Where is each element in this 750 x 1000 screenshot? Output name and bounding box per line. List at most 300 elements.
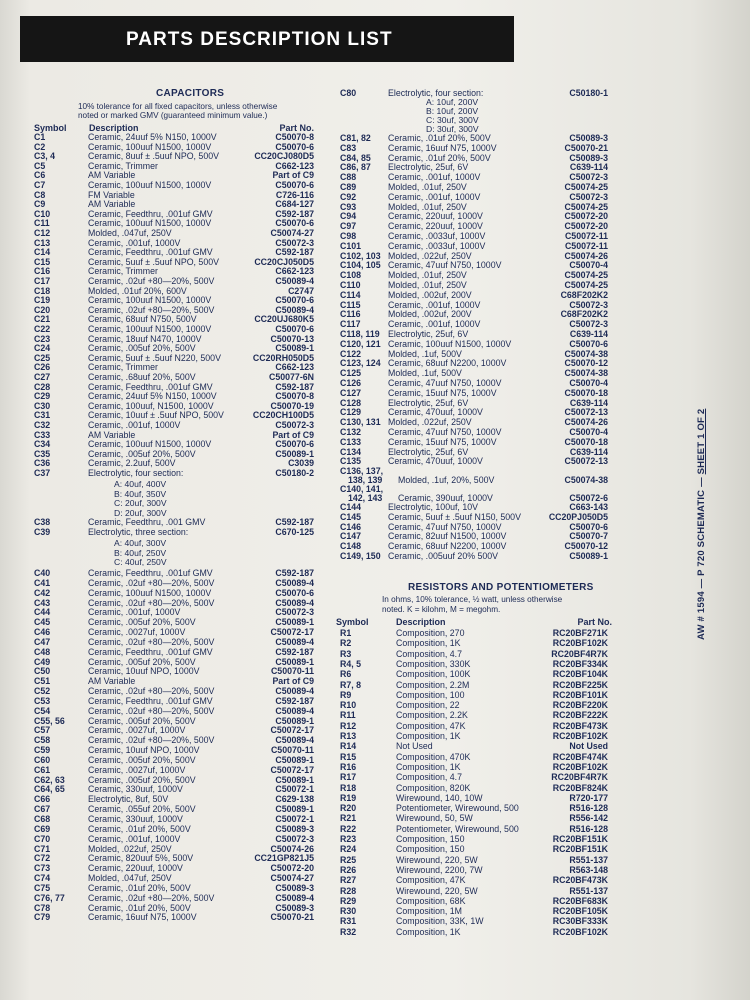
resistor-row (340, 927, 608, 938)
description: Ceramic, 220uuf, 1000V (388, 221, 483, 232)
description: Composition, 2.2M (396, 679, 470, 690)
description: Ceramic, 330uuf, 1000V (88, 784, 183, 795)
description: Ceramic, 82uuf N1500, 1000V (388, 531, 507, 542)
description: Ceramic, Feedthru, .001uf GMV (88, 646, 213, 657)
symbol: C14 (34, 247, 51, 258)
description: Ceramic, 100uuf N1500, 1000V (88, 324, 212, 334)
description: Ceramic, .005uf 20%, 500V (88, 774, 196, 785)
description: Composition, 1M (396, 906, 463, 917)
symbol: C132 (340, 427, 362, 437)
symbol: C117 (340, 319, 361, 330)
part-number: C68F202K2 (560, 309, 608, 320)
description: Ceramic, 100uuf N1500, 1000V (88, 295, 212, 306)
symbol: C98 (340, 231, 357, 241)
description: Electrolytic, 25uf, 6V (388, 329, 469, 339)
part-number: C50074-26 (564, 250, 608, 261)
symbol: C38 (34, 517, 51, 527)
description: Electrolytic, 25uf, 6V (388, 446, 469, 457)
symbol: C18 (34, 285, 51, 296)
symbol: C57 (34, 725, 51, 736)
symbol: C62, 63 (34, 774, 65, 785)
part-number: RC20BF271K (552, 628, 608, 638)
part-number: C50072-3 (569, 191, 608, 202)
symbol: C118, 119 (340, 329, 380, 339)
description: Ceramic, .001uf, 1000V (88, 237, 181, 248)
part-number: C50070-4 (569, 378, 608, 388)
description: Molded, .047uf, 250V (88, 228, 172, 238)
part-number: C50070-11 (270, 745, 314, 756)
symbol: R23 (340, 834, 357, 844)
part-number: C592-187 (275, 381, 314, 392)
part-number: RC20BF222K (552, 710, 608, 721)
symbol: C34 (34, 439, 51, 450)
description: Composition, 470K (396, 751, 471, 762)
symbol: C72 (34, 853, 51, 864)
symbol: C12 (34, 228, 51, 238)
symbol: C42 (34, 587, 51, 598)
part-number: C50089-3 (275, 902, 314, 913)
symbol: C122 (340, 348, 362, 359)
part-number: C629-138 (275, 794, 314, 805)
electrolytic-section: B: 40uf, 250V (114, 547, 167, 558)
resistors-column-header-symbol: Symbol (336, 617, 369, 627)
part-number: C50089-4 (275, 686, 314, 697)
description: Ceramic, 5uuf ± .5uuf N220, 500V (88, 352, 221, 363)
part-number: C50074-38 (564, 368, 608, 379)
part-number: RC20BF683K (552, 895, 608, 906)
description: AM Variable (88, 676, 136, 687)
symbol: C71 (34, 843, 51, 854)
symbol: R31 (340, 916, 357, 927)
description: Composition, 1K (396, 761, 461, 772)
part-number: C663-143 (569, 502, 608, 512)
symbol: C73 (34, 863, 51, 874)
description: Ceramic, 100uuf N1500, 1000V (88, 180, 212, 190)
part-number: C50070-21 (270, 912, 314, 923)
description: Ceramic, .005uf 20%, 500V (88, 754, 196, 765)
description: Ceramic, .02uf +80—20%, 500V (88, 577, 215, 588)
symbol: C115 (340, 299, 361, 310)
description: Ceramic, .001uf, 1000V (388, 319, 481, 330)
symbol: C32 (34, 420, 51, 430)
part-number: C50074-25 (564, 182, 608, 192)
part-number: C50089-4 (275, 597, 314, 608)
electrolytic-section: D: 20uf, 300V (114, 507, 167, 518)
part-number: C2747 (288, 285, 314, 296)
part-number: C50089-4 (275, 304, 314, 315)
part-number: C592-187 (275, 247, 314, 258)
description: Molded, .01uf 20%, 600V (88, 285, 187, 296)
description: Ceramic, 8uuf ± .5uuf NPO, 500V (88, 151, 219, 162)
description: Ceramic, 470uuf, 1000V (388, 456, 483, 467)
symbol: R1 (340, 628, 352, 638)
description: Ceramic, 47uuf N750, 1000V (388, 521, 502, 532)
capacitor-list-left (34, 88, 314, 968)
description: Composition, 1K (396, 638, 461, 649)
symbol: C58 (34, 735, 51, 746)
sheet-label-text: AW # 1594 — P 720 SCHEMATIC — (696, 474, 707, 640)
symbol: R22 (340, 823, 357, 834)
description: Wirewound, 220, 5W (396, 885, 478, 896)
symbol: C140, 141, (340, 484, 384, 494)
description: Ceramic, .68uuf 20%, 500V (88, 372, 196, 382)
description: Ceramic, 16uuf N75, 1000V (388, 142, 497, 153)
description: Ceramic, .01uf 20%, 500V (388, 152, 491, 163)
symbol: C23 (34, 333, 51, 344)
symbol: C144 (340, 502, 362, 512)
description: Ceramic, 470uuf, 1000V (388, 407, 483, 418)
description: Ceramic, 390uuf, 1000V (398, 493, 493, 503)
part-number: C50070-6 (275, 295, 314, 306)
part-number: C50070-6 (275, 324, 314, 334)
symbol: C147 (340, 531, 362, 542)
part-number: C50070-6 (275, 587, 314, 598)
description: Ceramic, 820uuf 5%, 500V (88, 853, 194, 864)
part-number: Part of C9 (272, 170, 314, 181)
symbol: C2 (34, 141, 46, 152)
part-number: RC20BF824K (552, 782, 608, 793)
part-number: C50070-11 (270, 666, 314, 677)
part-number: R551-137 (569, 885, 608, 896)
part-number: RC20BF220K (552, 700, 608, 711)
capacitor-row (34, 468, 314, 479)
part-number: C50089-3 (275, 882, 314, 893)
page-title: PARTS DESCRIPTION LIST (20, 16, 514, 62)
description: Ceramic, .005uf 20%, 500V (88, 617, 196, 628)
part-number: RC20BF105K (552, 906, 608, 917)
part-number: C50077-6N (269, 372, 314, 382)
description: Ceramic, .001uf, 1000V (88, 607, 181, 618)
symbol: C59 (34, 745, 51, 756)
symbol: C133 (340, 436, 362, 447)
symbol: C108 (340, 270, 362, 281)
symbol: C129 (340, 407, 362, 418)
sheet-label (696, 409, 707, 640)
symbol: C50 (34, 666, 51, 677)
part-number: C662-123 (275, 266, 314, 277)
description: Ceramic, 68uuf N2200, 1000V (388, 541, 507, 552)
description: Composition, 100K (396, 669, 471, 680)
description: Ceramic, Trimmer (88, 160, 158, 171)
description: FM Variable (88, 189, 135, 200)
part-number: C50089-1 (569, 551, 608, 561)
part-number: C50180-2 (275, 468, 314, 478)
part-number: R556-142 (569, 813, 608, 824)
part-number: RC20BF473K (552, 875, 608, 886)
part-number: CC20UJ680K5 (254, 314, 314, 325)
part-number: C50074-25 (564, 280, 608, 290)
description: Composition, 4.7 (396, 772, 463, 783)
part-number: RC20BF151K (552, 834, 608, 844)
description: Molded, .022uf, 250V (388, 417, 472, 428)
symbol: R14 (340, 741, 357, 752)
description: Ceramic, 5uuf ± .5uuf N150, 500V (388, 511, 521, 522)
description: Ceramic, Feedthru, .001uf GMV (88, 568, 213, 578)
symbol: C45 (34, 617, 51, 628)
symbol: C6 (34, 170, 46, 181)
description: Ceramic, .001uf, 1000V (388, 172, 481, 183)
part-number: C50072-17 (270, 725, 314, 736)
capacitors-note-line1: 10% tolerance for all fixed capacitors, unless otherwise (78, 102, 278, 111)
part-number: C50089-4 (275, 577, 314, 588)
electrolytic-section: D: 30uf, 300V (426, 124, 479, 135)
description: Ceramic, 15uuf N75, 1000V (388, 436, 497, 447)
part-number: C50089-4 (275, 636, 314, 647)
description: Wirewound, 2200, 7W (396, 864, 483, 875)
part-number: C592-187 (275, 568, 314, 578)
symbol: C93 (340, 201, 357, 212)
electrolytic-section: C: 40uf, 250V (114, 557, 167, 568)
part-number: C726-116 (275, 189, 314, 200)
symbol: C16 (34, 266, 51, 277)
description: Ceramic, .001uf, 1000V (88, 420, 181, 430)
description: Ceramic, .02uf +80—20%, 500V (88, 686, 215, 697)
part-number: C50070-18 (564, 436, 608, 447)
symbol: C80 (340, 88, 357, 98)
description: Ceramic, 68uuf N750, 500V (88, 314, 197, 325)
description: Composition, 22 (396, 700, 460, 711)
part-number: C50072-17 (270, 764, 314, 775)
symbol: C68 (34, 814, 51, 824)
description: Molded, .01uf, 250V (388, 280, 467, 290)
symbol: C110 (340, 280, 361, 290)
symbol: C26 (34, 362, 51, 373)
symbol: C54 (34, 705, 51, 716)
part-number: C50089-4 (275, 276, 314, 286)
part-number: CC20PJ050D5 (548, 511, 608, 522)
part-number: C50070-6 (569, 521, 608, 532)
description: Molded, .01uf, 250V (388, 270, 467, 281)
part-number: C50072-1 (275, 814, 314, 824)
capacitor-row (340, 484, 608, 503)
part-number: C50089-1 (275, 448, 314, 459)
part-number: Part of C9 (272, 429, 314, 440)
part-number: C50074-38 (564, 475, 608, 485)
capacitor-row (340, 466, 608, 485)
capacitors-note-line2: noted or marked GMV (guaranteed minimum value.) (78, 111, 268, 120)
symbol: C27 (34, 372, 51, 382)
symbol: C127 (340, 387, 362, 398)
symbol: R28 (340, 885, 357, 896)
symbol: C39 (34, 526, 51, 537)
symbol: C5 (34, 160, 46, 171)
symbol: C31 (34, 410, 51, 421)
symbol: C75 (34, 882, 51, 893)
description: Ceramic, .02uf +80—20%, 500V (88, 892, 215, 903)
part-number: C50072-3 (569, 299, 608, 310)
symbol: C86, 87 (340, 162, 371, 173)
symbol: R3 (340, 648, 352, 659)
description: Ceramic, .0033uf, 1000V (388, 240, 486, 251)
symbol: R19 (340, 792, 357, 803)
capacitor-row (34, 912, 314, 923)
part-number: C639-114 (569, 446, 608, 457)
symbol: C64, 65 (34, 784, 65, 795)
symbol: C74 (34, 873, 51, 884)
electrolytic-section: B: 10uf, 200V (426, 106, 479, 117)
symbol: C79 (34, 912, 51, 923)
symbol: C11 (34, 218, 50, 229)
symbol: C13 (34, 237, 51, 248)
part-number: C50070-19 (270, 400, 314, 411)
symbol: C41 (34, 577, 51, 588)
description: Ceramic, 15uuf N75, 1000V (388, 387, 497, 398)
description: Ceramic, 10uuf ± .5uuf NPO, 500V (88, 410, 224, 421)
description: Ceramic, 220uuf, 1000V (388, 211, 483, 222)
description: AM Variable (88, 170, 136, 181)
description: Composition, 820K (396, 782, 471, 793)
symbol: C67 (34, 804, 51, 815)
symbol: C97 (340, 221, 357, 232)
symbol: R4, 5 (340, 658, 362, 669)
resistors-column-header-description: Description (396, 617, 446, 627)
description: Ceramic, 10uuf NPO, 1000V (88, 666, 200, 677)
description: Ceramic, .01uf 20%, 500V (88, 882, 191, 893)
description: Ceramic, .005uf 20%, 500V (88, 656, 196, 667)
capacitors-heading: CAPACITORS (156, 88, 225, 99)
symbol: C3, 4 (34, 151, 56, 162)
description: Ceramic, Feedthru, .001uf GMV (88, 381, 213, 392)
symbol: C102, 103 (340, 250, 381, 261)
part-number: C50070-12 (564, 358, 608, 369)
symbol: C46 (34, 627, 51, 638)
part-number: C50070-6 (275, 218, 314, 229)
symbol: C10 (34, 208, 51, 219)
part-number: C50072-3 (275, 237, 314, 248)
electrolytic-section: B: 40uf, 350V (114, 488, 167, 499)
description: Molded, .1uf, 20%, 500V (398, 475, 495, 485)
description: Molded, .1uf, 500V (388, 348, 462, 359)
description: Ceramic, 47uuf N750, 1000V (388, 378, 502, 388)
part-number: C50089-1 (275, 774, 314, 785)
symbol: C51 (34, 676, 51, 687)
part-number: C50089-3 (569, 133, 608, 143)
description: Ceramic, 18uuf N470, 1000V (88, 333, 202, 344)
description: Molded, .022uf, 250V (388, 250, 472, 261)
symbol: C104, 105 (340, 260, 381, 271)
description: Molded, .01uf, 250V (388, 201, 467, 212)
description: Ceramic, 2.2uuf, 500V (88, 458, 176, 469)
description: Ceramic, .02uf +80—20%, 500V (88, 304, 215, 315)
description: Ceramic, 100uuf, N1500, 1000V (88, 400, 214, 411)
description: AM Variable (88, 199, 136, 210)
description: Electrolytic, 100uf, 10V (388, 502, 478, 512)
description: Ceramic, Trimmer (88, 266, 158, 277)
part-number: RC20BF473K (552, 720, 608, 731)
symbol: C116 (340, 309, 361, 320)
column-header-description: Description (89, 123, 139, 133)
part-number: C50089-3 (275, 823, 314, 834)
description: Composition, 100 (396, 689, 465, 700)
description: Composition, 2.2K (396, 710, 468, 721)
symbol: C30 (34, 400, 51, 411)
description: Composition, 150 (396, 834, 465, 844)
symbol: C37 (34, 468, 51, 478)
symbol: C36 (34, 458, 51, 469)
part-number: C50072-3 (275, 833, 314, 844)
part-number: C50074-25 (564, 270, 608, 281)
description: Ceramic, .001uf, 1000V (88, 833, 181, 844)
symbol: C25 (34, 352, 51, 363)
part-number: RC20BF151K (552, 844, 608, 855)
symbol: R20 (340, 803, 357, 814)
description: Ceramic, .02uf +80—20%, 500V (88, 705, 215, 716)
symbol: R15 (340, 751, 357, 762)
part-number: C50089-1 (275, 715, 314, 726)
symbol: C48 (34, 646, 51, 657)
symbol: C81, 82 (340, 133, 371, 143)
symbol: C126 (340, 378, 362, 388)
part-number: C50089-1 (275, 343, 314, 354)
symbol: C8 (34, 189, 46, 200)
part-number: C50072-3 (569, 172, 608, 183)
description: Ceramic, Feedthru, .001 GMV (88, 517, 206, 527)
part-number: C50070-4 (569, 427, 608, 437)
part-number: C592-187 (275, 695, 314, 706)
part-number: C50089-4 (275, 705, 314, 716)
symbol: C33 (34, 429, 51, 440)
description: Ceramic, .005uf 20%, 500V (88, 448, 196, 459)
symbol: C19 (34, 295, 51, 306)
description: Not Used (396, 741, 433, 752)
electrolytic-section: C: 30uf, 300V (426, 115, 479, 126)
part-number: C50072-17 (270, 627, 314, 638)
symbol: C149, 150 (340, 551, 381, 561)
symbol: C146 (340, 521, 362, 532)
description: AM Variable (88, 429, 136, 440)
symbol: R7, 8 (340, 679, 362, 690)
symbol-continued: 138, 139 (348, 475, 383, 485)
capacitor-row (340, 551, 608, 562)
symbol: C114 (340, 289, 361, 300)
part-number: C50089-4 (275, 892, 314, 903)
part-number: C50070-6 (275, 439, 314, 450)
part-number: RC20BF102K (552, 731, 608, 741)
symbol: C66 (34, 794, 51, 805)
symbol: C29 (34, 391, 51, 402)
resistors-note-line1: In ohms, 10% tolerance, ½ watt, unless otherwise (382, 595, 563, 604)
part-number: C50072-11 (564, 240, 608, 251)
description: Ceramic, .005uf 20%, 500V (88, 715, 196, 726)
symbol: C52 (34, 686, 51, 697)
part-number: C639-114 (569, 162, 608, 173)
part-number: RC20BF102K (552, 761, 608, 772)
symbol: R6 (340, 669, 352, 680)
part-number: C50070-6 (275, 141, 314, 152)
symbol: R13 (340, 731, 357, 741)
description: Molded, .047uf, 250V (88, 873, 172, 884)
description: Electrolytic, four section: (388, 88, 484, 98)
symbol: C92 (340, 191, 357, 202)
symbol: R12 (340, 720, 357, 731)
column-header-symbol: Symbol (34, 123, 67, 133)
part-number: C639-114 (569, 329, 608, 339)
description: Ceramic, .0027uf, 1000V (88, 764, 186, 775)
symbol: C130, 131 (340, 417, 381, 428)
symbol: C84, 85 (340, 152, 371, 163)
description: Molded, .01uf, 250V (388, 182, 467, 192)
symbol: C44 (34, 607, 51, 618)
description: Ceramic, 100uuf N1500, 1000V (88, 218, 212, 229)
symbol: C101 (340, 240, 362, 251)
part-number: RC20BF102K (552, 926, 608, 937)
part-number: RC20BF474K (552, 751, 608, 762)
part-number: R516-128 (569, 803, 608, 814)
symbol: R9 (340, 689, 352, 700)
part-number: C50074-38 (564, 348, 608, 359)
symbol: C43 (34, 597, 51, 608)
description: Electrolytic, 25uf, 6V (388, 397, 469, 408)
